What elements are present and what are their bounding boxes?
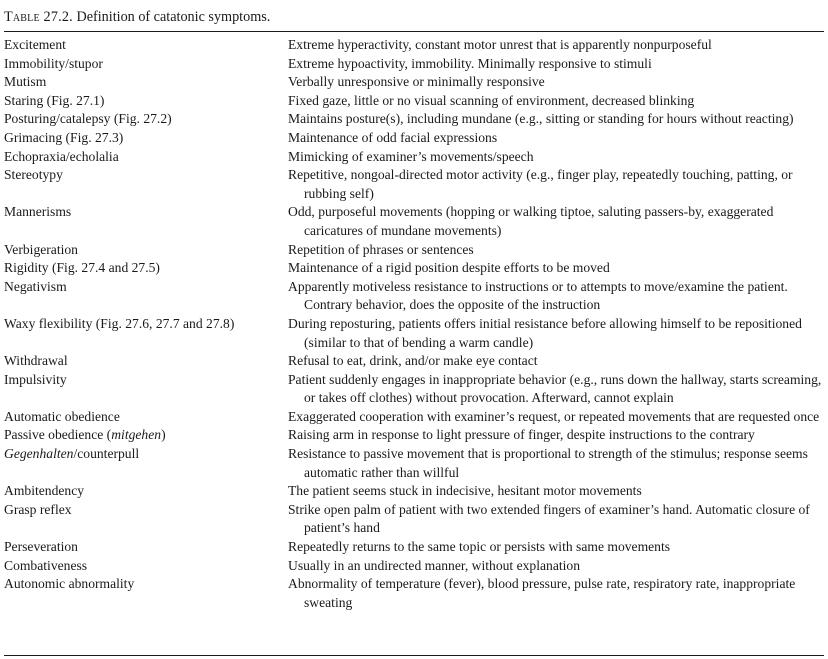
symptom-term: Impulsivity — [4, 371, 67, 387]
symptom-definition: Refusal to eat, drink, and/or make eye contact — [288, 353, 538, 369]
symptom-definition: Odd, purposeful movements (hopping or walking tiptoe, saluting passers-by, exaggerated caricatures of mundane movements) — [288, 204, 774, 238]
symptom-term: Stereotypy — [4, 167, 63, 183]
symptom-term-text: Passive obedience ( — [4, 427, 112, 443]
symptom-term: Immobility/stupor — [4, 55, 103, 71]
symptom-term: Ambitendency — [4, 483, 85, 499]
symptom-term: Rigidity (Fig. 27.4 and 27.5) — [4, 260, 160, 276]
symptom-term: Mannerisms — [4, 204, 72, 220]
symptom-definition: Maintenance of a rigid position despite efforts to be moved — [288, 260, 610, 276]
table-row — [4, 110, 824, 129]
symptom-definition: Repeatedly returns to the same topic or persists with same movements — [288, 539, 671, 555]
table-row — [4, 36, 824, 55]
symptom-definition: Maintenance of odd facial expressions — [288, 129, 498, 145]
symptom-definition: Raising arm in response to light pressure of finger, despite instructions to the contrary — [288, 427, 755, 443]
bottom-rule — [4, 655, 824, 656]
symptom-term: Combativeness — [4, 557, 88, 573]
symptom-term: Autonomic abnormality — [4, 576, 135, 592]
symptom-term — [4, 426, 288, 445]
symptom-term: Automatic obedience — [4, 408, 120, 424]
table-caption — [4, 8, 270, 26]
symptom-definition: Verbally unresponsive or minimally responsive — [288, 74, 545, 90]
table-row — [4, 352, 824, 371]
table-row — [4, 445, 824, 482]
symptom-definition: Apparently motiveless resistance to instructions or to attempts to move/examine the patient. Contrary behavior, does the opposite of the instruction — [288, 278, 788, 313]
symptom-definition: Usually in an undirected manner, without explanation — [288, 557, 581, 573]
symptom-term-italic: mitgehen — [111, 427, 162, 443]
symptom-definition: During reposturing, patients offers initial resistance before allowing himself to be repositioned (similar to that of bending a warm candle) — [288, 315, 802, 350]
table-row — [4, 371, 824, 408]
symptom-term: Verbigeration — [4, 241, 78, 257]
table-row — [4, 148, 824, 167]
table-caption-label: Table 27.2. — [4, 9, 73, 25]
symptom-term — [4, 445, 288, 482]
symptom-definition: Fixed gaze, little or no visual scanning of environment, decreased blinking — [288, 92, 695, 108]
symptom-definition: Abnormality of temperature (fever), blood pressure, pulse rate, respiratory rate, inappropriate sweating — [288, 576, 796, 610]
symptom-term: Waxy flexibility (Fig. 27.6, 27.7 and 27.8) — [4, 315, 235, 331]
symptom-definition: Extreme hyperactivity, constant motor unrest that is apparently nonpurposeful — [288, 37, 712, 52]
table-row — [4, 73, 824, 92]
symptom-term: Grasp reflex — [4, 501, 72, 517]
table-row — [4, 315, 824, 352]
symptom-term: Grimacing (Fig. 27.3) — [4, 129, 124, 145]
symptom-definition: Strike open palm of patient with two extended fingers of examiner’s hand. Automatic closure of patient’s hand — [288, 501, 810, 536]
table-row — [4, 55, 824, 74]
table-row — [4, 426, 824, 445]
table-row — [4, 129, 824, 148]
top-rule — [4, 31, 824, 32]
symptom-definition: Repetitive, nongoal-directed motor activity (e.g., finger play, repeatedly touching, patting, or rubbing self) — [288, 167, 793, 201]
symptom-definition: The patient seems stuck in indecisive, hesitant motor movements — [288, 483, 642, 499]
table-caption-text: Definition of catatonic symptoms. — [72, 9, 271, 25]
symptom-term-italic: Gegenhalten — [4, 446, 74, 462]
table-row — [4, 203, 824, 240]
table-row — [4, 501, 824, 538]
table-row — [4, 241, 824, 260]
symptom-definition: Maintains posture(s), including mundane (e.g., sitting or standing for hours without reacting) — [288, 111, 794, 127]
symptom-definition: Extreme hypoactivity, immobility. Minimally responsive to stimuli — [288, 55, 652, 71]
symptom-term: Negativism — [4, 278, 67, 294]
symptom-term: Excitement — [4, 37, 66, 52]
symptom-definition: Mimicking of examiner’s movements/speech — [288, 148, 534, 164]
table-row — [4, 557, 824, 576]
table-row — [4, 259, 824, 278]
table-row — [4, 166, 824, 203]
symptom-term: Mutism — [4, 74, 47, 90]
symptom-term: Staring (Fig. 27.1) — [4, 92, 105, 108]
symptom-definition: Repetition of phrases or sentences — [288, 241, 474, 257]
table-row — [4, 408, 824, 427]
symptom-term-text: ) — [161, 427, 166, 443]
symptom-definition: Resistance to passive movement that is proportional to strength of the stimulus; response seems automatic rather than willful — [288, 446, 808, 480]
table-row — [4, 575, 824, 612]
symptom-term: Withdrawal — [4, 353, 68, 369]
symptom-term: Posturing/catalepsy (Fig. 27.2) — [4, 111, 172, 127]
table-row — [4, 92, 824, 111]
symptoms-table — [4, 36, 824, 612]
symptom-term: Echopraxia/echolalia — [4, 148, 119, 164]
symptom-term: Perseveration — [4, 539, 78, 555]
table-row — [4, 538, 824, 557]
symptom-definition: Patient suddenly engages in inappropriate behavior (e.g., runs down the hallway, starts screaming, or takes off clothes) without provocation. Afterward, cannot explain — [288, 371, 822, 406]
table-row — [4, 482, 824, 501]
table-row — [4, 278, 824, 315]
symptom-definition: Exaggerated cooperation with examiner’s request, or repeated movements that are requested once — [288, 408, 820, 424]
symptom-term-text: /counterpull — [73, 446, 140, 462]
